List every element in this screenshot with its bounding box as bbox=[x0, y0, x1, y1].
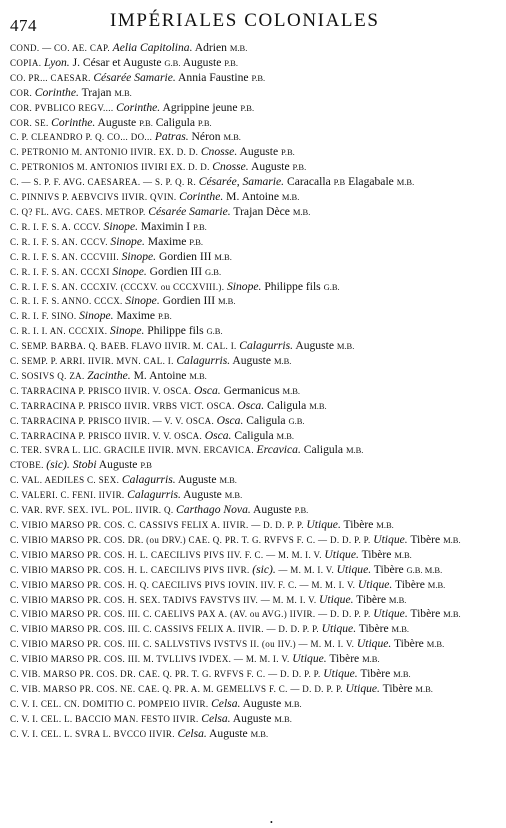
ruler-name: Gordien III bbox=[156, 249, 215, 263]
ruler-name: Auguste bbox=[230, 354, 274, 368]
legend-text: C. Q? FL. AVG. CAES. METROP. bbox=[10, 206, 149, 217]
coin-legend-entry bbox=[10, 294, 490, 309]
module-size: M.B. bbox=[284, 698, 302, 709]
legend-text: C. VIBIO MARSO PR. COS. C. CASSIVS FELIX A. IIVIR. — D. D. P. P. bbox=[10, 520, 307, 530]
coin-legend-entry bbox=[10, 160, 490, 175]
place-name: Sinope. bbox=[79, 309, 114, 323]
coin-legend-entry bbox=[10, 429, 490, 444]
module-size: P.B. bbox=[294, 505, 309, 516]
legend-text: C. P. CLEANDRO P. Q. CO... DO... bbox=[10, 132, 155, 143]
ruler-name: Auguste bbox=[96, 458, 141, 472]
module-size: M.B. bbox=[250, 728, 269, 739]
legend-text: CO. PR... CAESAR. bbox=[10, 72, 94, 83]
coin-legend-entry bbox=[10, 280, 490, 295]
legend-text: C. SEMP. BARBA. Q. BAEB. FLAVO IIVIR. M. CAL. I. bbox=[10, 341, 240, 352]
ruler-name: Maxime bbox=[144, 234, 190, 248]
coin-legend-entry bbox=[10, 71, 490, 86]
ruler-name: M. Antoine bbox=[130, 368, 190, 382]
legend-text: C. VIB. MARSO PR. COS. NE. CAE. Q. PR. A. M. GEMELLVS F. C. — D. D. P. P. bbox=[10, 683, 346, 694]
place-name: Sinope. bbox=[109, 324, 145, 338]
module-size: P.B bbox=[333, 177, 346, 188]
coin-legend-entry bbox=[10, 339, 490, 354]
ruler-name: Annia Faustine bbox=[175, 70, 252, 84]
module-size: P.B. bbox=[157, 311, 172, 322]
module-size: M.B. bbox=[292, 206, 311, 217]
ruler-name: Agrippine jeune bbox=[160, 100, 241, 114]
coin-legend-entry bbox=[10, 578, 490, 593]
module-size: P.B. bbox=[281, 147, 295, 158]
ruler-name: Maxime bbox=[113, 309, 158, 323]
ruler-name: Auguste bbox=[175, 473, 220, 487]
ruler-name: Auguste bbox=[206, 726, 251, 740]
legend-text: C. — S. P. F. AVG. CAESAREA. — S. P. Q. R. bbox=[10, 177, 199, 188]
place-name: Césarée, Samarie. bbox=[198, 175, 285, 189]
place-name: Utique. bbox=[319, 592, 354, 606]
ruler-name: Auguste bbox=[95, 115, 140, 129]
place-name: Osca. bbox=[237, 398, 265, 412]
coin-legend-entry bbox=[10, 503, 490, 518]
coin-legend-entry bbox=[10, 384, 490, 399]
coin-legend-entry bbox=[10, 667, 490, 682]
ruler-name: Philippe fils bbox=[144, 324, 207, 338]
legend-text: C. VIBIO MARSO PR. COS. III. C. CAELIVS PAX A. (AV. ou AVG.) IIVIR. — D. D. P. P. bbox=[10, 609, 374, 620]
running-title: IMPÉRIALES COLONIALES bbox=[110, 10, 380, 31]
legend-text: C. V. I. CEL. L. SVRA L. BVCCO IIVIR. bbox=[10, 728, 178, 739]
legend-text: C. VIB. MARSO PR. COS. DR. CAE. Q. PR. T. G. RVFVS F. C. — D. D. P. P. bbox=[10, 669, 324, 680]
coin-legend-entry bbox=[10, 101, 490, 116]
module-size: M.B. bbox=[229, 43, 248, 53]
legend-text: C. VAL. AEDILES C. SEX. bbox=[10, 475, 122, 486]
module-size: M.B. bbox=[218, 296, 236, 307]
place-name: Osca. bbox=[193, 383, 221, 397]
legend-text: C. TER. SVRA L. LIC. GRACILE IIVIR. MVN. ERCAVICA. bbox=[10, 445, 257, 456]
place-name: Césarée Samarie. bbox=[93, 70, 176, 84]
ruler-name: M. Antoine bbox=[223, 190, 282, 204]
module-size: G.B. bbox=[206, 326, 223, 337]
module-size: P.B. bbox=[240, 102, 255, 113]
legend-text: C. R. I. I. AN. CCCXIX. bbox=[10, 326, 110, 337]
place-name: Patras. bbox=[154, 130, 189, 144]
ruler-name: Maximin I bbox=[138, 219, 194, 233]
place-name: Calagurris. bbox=[121, 473, 176, 487]
ruler-name: Caligula bbox=[264, 398, 310, 412]
coin-legend-entry bbox=[10, 205, 490, 220]
legend-text: C. R. I. F. S. A. CCCV. bbox=[10, 221, 104, 232]
module-size: M.B. bbox=[443, 609, 461, 620]
legend-text: C. R. I. F. S. AN. CCCV. bbox=[10, 236, 111, 247]
place-name: Utique. bbox=[373, 532, 408, 546]
coin-legend-entry bbox=[10, 682, 490, 697]
ruler-name: Auguste bbox=[237, 145, 282, 159]
coin-legend-list bbox=[10, 41, 490, 742]
legend-text: C. R. I. F. S. AN. CCCXIV. (CCCXV. ou CCCXVIII.). bbox=[10, 281, 227, 292]
coin-legend-entry bbox=[10, 637, 490, 652]
place-name: Cnosse. bbox=[200, 145, 238, 159]
place-name: Carthago Nova. bbox=[176, 503, 251, 517]
place-name: Cnosse. bbox=[212, 160, 249, 174]
coin-legend-entry bbox=[10, 458, 490, 473]
place-name: Sinope. bbox=[103, 219, 138, 233]
ruler-name: Gordien III bbox=[159, 294, 218, 308]
place-name: Corinthe. bbox=[179, 190, 224, 204]
module-size: M.B. bbox=[224, 490, 243, 501]
ruler-name: Caligula bbox=[243, 413, 289, 427]
ruler-name: Caligula bbox=[300, 443, 346, 457]
legend-text: C. SOSIVS Q. ZA. bbox=[10, 370, 88, 381]
coin-legend-entry bbox=[10, 414, 490, 429]
coin-legend-entry bbox=[10, 443, 490, 458]
module-size: P.B. bbox=[292, 162, 307, 173]
coin-legend-entry bbox=[10, 488, 490, 503]
legend-text: C. TARRACINA P. PRISCO IIVIR. V. OSCA. bbox=[10, 385, 194, 396]
coin-legend-entry bbox=[10, 220, 490, 235]
legend-text: C. TARRACINA P. PRISCO IIVIR. VRBS VICT. OSCA. bbox=[10, 400, 238, 411]
place-name: Celsa. bbox=[201, 711, 231, 725]
coin-legend-entry bbox=[10, 607, 490, 622]
ruler-name: Tibère bbox=[326, 652, 363, 666]
place-name: Utique. bbox=[321, 622, 357, 636]
coin-legend-entry bbox=[10, 712, 490, 727]
place-name: Utique. bbox=[345, 681, 380, 695]
coin-legend-entry bbox=[10, 518, 490, 533]
legend-text: C. R. I. F. S. ANNO. CCCX. bbox=[10, 296, 126, 307]
legend-text: C. TARRACINA P. PRISCO IIVIR. V. V. OSCA. bbox=[10, 430, 205, 441]
module-size: G.B. bbox=[288, 415, 305, 426]
ruler-name: Caracalla bbox=[284, 175, 334, 189]
place-name: Calagurris. bbox=[239, 339, 294, 353]
module-size: G.B. M.B. bbox=[406, 564, 443, 575]
legend-text: C. VALERI. C. FENI. IIVIR. bbox=[10, 490, 128, 501]
coin-legend-entry bbox=[10, 354, 490, 369]
coin-legend-entry bbox=[10, 593, 490, 608]
legend-text: C. R. I. F. S. AN. CCCXI bbox=[10, 266, 113, 277]
legend-text: C. PETRONIOS M. ANTONIOS IIVIRI EX. D. D. bbox=[10, 162, 213, 173]
place-name: Corinthe. bbox=[34, 85, 79, 99]
place-name: Corinthe. bbox=[116, 100, 161, 114]
legend-text: C. VIBIO MARSO PR. COS. III. M. TVLLIVS IVDEX. — M. M. I. V. bbox=[10, 654, 293, 665]
legend-text: C. SEMP. P. ARRI. IIVIR. MVN. CAL. I. bbox=[10, 356, 177, 367]
ruler-name: Caligula bbox=[231, 428, 277, 442]
place-name: Corinthe. bbox=[51, 115, 96, 129]
place-name: (sic). bbox=[46, 458, 70, 472]
legend-text: C. VIBIO MARSO PR. COS. H. SEX. TADIVS FAVSTVS IIV. — M. M. I. V. bbox=[10, 594, 320, 605]
coin-legend-entry bbox=[10, 235, 490, 250]
ruler-name: Elagabale bbox=[345, 175, 397, 189]
place-name: Calagurris. bbox=[176, 354, 231, 368]
place-name: Utique. bbox=[323, 667, 358, 681]
ruler-name: J. César et Auguste bbox=[69, 55, 165, 69]
coin-legend-entry bbox=[10, 324, 490, 339]
module-size: G.B. bbox=[323, 281, 340, 292]
module-size: P.B. bbox=[197, 117, 212, 128]
module-size: M.B. bbox=[114, 87, 132, 98]
place-name: Utique. bbox=[324, 547, 359, 561]
coin-legend-entry bbox=[10, 175, 490, 190]
module-size: M.B. bbox=[362, 654, 380, 665]
module-size: M.B. bbox=[282, 385, 301, 396]
ruler-name: Auguste bbox=[230, 711, 275, 725]
page-number: 474 bbox=[10, 16, 37, 35]
ruler-name: Philippe fils bbox=[261, 279, 324, 293]
place-name: Sinope. bbox=[112, 264, 147, 278]
place-name: Utique. bbox=[292, 652, 327, 666]
module-size: M.B. bbox=[281, 192, 300, 203]
coin-legend-entry bbox=[10, 727, 490, 742]
legend-text: C. VIBIO MARSO PR. COS. DR. (ou DRV.) CAE. Q. PR. T. G. RVFVS F. C. — D. D. P. P. bbox=[10, 534, 374, 545]
module-size: M.B. bbox=[276, 430, 295, 441]
module-size: M.B. bbox=[396, 177, 415, 188]
module-size: P.B bbox=[140, 460, 152, 471]
legend-text: C. V. I. CEL. L. BACCIO MAN. FESTO IIVIR. bbox=[10, 713, 202, 724]
legend-text: C. TARRACINA P. PRISCO IIVIR. — V. V. OSCA. bbox=[10, 415, 217, 426]
module-size: M.B. bbox=[336, 341, 355, 352]
coin-legend-entry bbox=[10, 130, 490, 145]
legend-text: C. PINNIVS P. AEBVCIVS IIVIR. QVIN. bbox=[10, 192, 180, 203]
ruler-name: Tibère bbox=[353, 592, 389, 606]
ruler-name: Tibère bbox=[371, 562, 407, 576]
legend-text: COR. bbox=[10, 87, 35, 98]
coin-legend-entry bbox=[10, 145, 490, 160]
ruler-name: Gordien III bbox=[146, 264, 206, 278]
module-size: P.B. bbox=[193, 221, 207, 232]
place-name: Lyon. bbox=[43, 55, 70, 69]
legend-text: C. R. I. F. SINO. bbox=[10, 311, 80, 322]
coin-legend-entry bbox=[10, 86, 490, 101]
module-size: M.B. bbox=[219, 475, 237, 486]
ruler-name: Trajan Dèce bbox=[230, 204, 293, 218]
coin-legend-entry bbox=[10, 250, 490, 265]
module-size: M.B. bbox=[394, 549, 412, 560]
module-size: M.B. bbox=[223, 132, 241, 143]
coin-legend-entry bbox=[10, 41, 490, 56]
module-size: P.B. bbox=[189, 236, 204, 247]
legend-text: CTOBE. bbox=[10, 460, 47, 471]
coin-legend-entry bbox=[10, 622, 490, 637]
module-size: M.B. bbox=[345, 445, 364, 456]
ruler-name: Adrien bbox=[192, 41, 230, 54]
legend-text: C. VIBIO MARSO PR. COS. H. L. CAECILIVS PIVS IIV. F. C. — M. M. I. V. bbox=[10, 549, 325, 560]
place-name: (sic). bbox=[252, 562, 276, 576]
ruler-name: Tibère bbox=[392, 577, 428, 591]
legend-text: C. VIBIO MARSO PR. COS. H. L. CAECILIVS PIVS IIVR. bbox=[10, 564, 253, 575]
legend-text: C. VAR. RVF. SEX. IVL. POL. IIVIR. Q. bbox=[10, 505, 177, 516]
legend-text: COND. — CO. AE. CAP. bbox=[10, 43, 113, 53]
legend-text: C. V. I. CEL. CN. DOMITIO C. POMPEIO IIVIR. bbox=[10, 698, 212, 709]
module-size: M.B. bbox=[393, 669, 411, 680]
place-name: Osca. bbox=[204, 428, 232, 442]
place-name: Utique. bbox=[306, 518, 341, 531]
place-name: Calagurris. bbox=[127, 488, 181, 502]
place-name: Celsa. bbox=[177, 726, 207, 740]
place-name: Utique. bbox=[357, 577, 393, 591]
place-name: Stobi bbox=[72, 458, 97, 472]
legend-text: C. R. I. F. S. AN. CCCVIII. bbox=[10, 251, 122, 262]
coin-legend-entry bbox=[10, 697, 490, 712]
module-size: M.B. bbox=[391, 624, 410, 635]
module-size: M.B. bbox=[415, 683, 433, 694]
legend-text: C. PETRONIO M. ANTONIO IIVIR. EX. D. D. bbox=[10, 147, 201, 158]
ruler-name: Auguste bbox=[240, 696, 285, 710]
legend-text: — M. M. I. V. bbox=[275, 564, 337, 575]
legend-text: COR. PVBLICO REGV.... bbox=[10, 102, 117, 113]
module-size: M.B. bbox=[427, 579, 446, 590]
page-header bbox=[0, 6, 506, 40]
coin-legend-entry bbox=[10, 116, 490, 131]
place-name: Césarée Samarie. bbox=[148, 204, 231, 218]
ruler-name: Tibère bbox=[357, 667, 394, 681]
ruler-name: Tibère bbox=[407, 607, 444, 621]
footer-mark: • bbox=[270, 818, 273, 827]
coin-legend-entry bbox=[10, 563, 490, 578]
module-size: M.B. bbox=[309, 400, 327, 411]
legend-text: COPIA. bbox=[10, 57, 44, 68]
legend-text: COR. SE. bbox=[10, 117, 52, 128]
coin-legend-entry bbox=[10, 369, 490, 384]
coin-legend-entry bbox=[10, 56, 490, 71]
place-name: Sinope. bbox=[110, 234, 145, 248]
ruler-name: Néron bbox=[188, 130, 224, 144]
place-name: Sinope. bbox=[121, 249, 157, 263]
module-size: P.B. bbox=[224, 57, 238, 68]
coin-legend-entry bbox=[10, 533, 490, 548]
module-size: M.B. bbox=[273, 356, 292, 367]
place-name: Zacinthe. bbox=[87, 368, 131, 382]
ruler-name: Tibère bbox=[358, 547, 395, 561]
place-name: Utique. bbox=[336, 562, 372, 576]
ruler-name: Auguste bbox=[180, 488, 225, 502]
ruler-name: Tibère bbox=[356, 622, 392, 636]
coin-legend-entry bbox=[10, 473, 490, 488]
place-name: Utique. bbox=[356, 637, 392, 651]
ruler-name: Auguste bbox=[248, 160, 293, 174]
legend-text: C. VIBIO MARSO PR. COS. H. Q. CAECILIVS PIVS IOVIN. IIV. F. C. — M. M. I. V. bbox=[10, 579, 358, 590]
module-size: M.B. bbox=[376, 520, 394, 530]
module-size: M.B. bbox=[426, 639, 445, 650]
module-size: M.B. bbox=[443, 534, 461, 545]
place-name: Osca. bbox=[216, 413, 244, 427]
place-name: Sinope. bbox=[226, 279, 262, 293]
ruler-name: Germanicus bbox=[220, 383, 283, 397]
place-name: Sinope. bbox=[125, 294, 160, 308]
coin-legend-entry bbox=[10, 652, 490, 667]
place-name: Celsa. bbox=[211, 696, 241, 710]
legend-text: C. VIBIO MARSO PR. COS. III. C. CASSIVS FELIX A. IIVIR. — D. D. P. P. bbox=[10, 624, 322, 635]
ruler-name: Caligula bbox=[152, 115, 198, 129]
coin-legend-entry bbox=[10, 265, 490, 280]
module-size: P.B. bbox=[251, 72, 266, 83]
module-size: G.B. bbox=[164, 57, 181, 68]
coin-legend-entry bbox=[10, 548, 490, 563]
ruler-name: Tibère bbox=[340, 518, 377, 531]
ruler-name: Auguste bbox=[293, 339, 337, 353]
ruler-name: Auguste bbox=[180, 55, 225, 69]
place-name: Ercavica. bbox=[256, 443, 301, 457]
module-size: M.B. bbox=[189, 370, 207, 381]
module-size: G.B. bbox=[205, 266, 222, 277]
module-size: M.B. bbox=[388, 594, 407, 605]
ruler-name: Tibère bbox=[407, 532, 444, 546]
coin-legend-entry bbox=[10, 399, 490, 414]
module-size: M.B. bbox=[274, 713, 292, 724]
place-name: Aelia Capitolina. bbox=[112, 41, 193, 54]
ruler-name: Tibère bbox=[391, 637, 427, 651]
module-size: M.B. bbox=[214, 251, 232, 262]
place-name: Utique. bbox=[373, 607, 408, 621]
legend-text: C. VIBIO MARSO PR. COS. III. C. SALLVSTIVS IVSTVS II. (ou IIV.) — M. M. I. V. bbox=[10, 639, 357, 650]
module-size: P.B. bbox=[139, 117, 153, 128]
ruler-name: Trajan bbox=[78, 85, 115, 99]
ruler-name: Tibère bbox=[379, 681, 416, 695]
coin-legend-entry bbox=[10, 190, 490, 205]
ruler-name: Auguste bbox=[250, 503, 295, 517]
coin-legend-entry bbox=[10, 309, 490, 324]
